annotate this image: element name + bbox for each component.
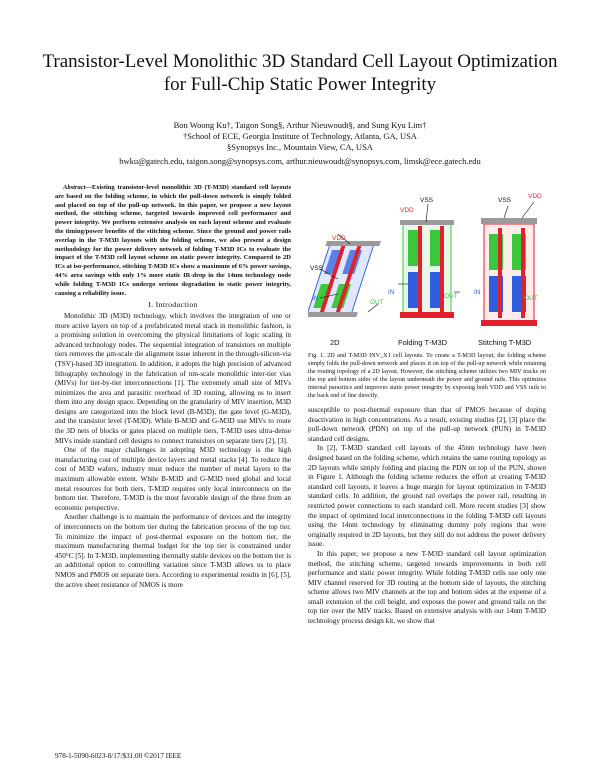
- pin-label: IN: [388, 289, 395, 296]
- figure-label-stitching: Stitching T-M3D: [478, 338, 532, 347]
- pin-label: VSS: [310, 265, 324, 272]
- abstract: [55, 184, 291, 298]
- pin-label: IN: [474, 289, 481, 296]
- copyright-footer: 978-1-5090-6023-8/17/$31.00 ©2017 IEEE: [55, 752, 182, 760]
- pin-label: IN: [312, 295, 319, 302]
- intro-paragraph-6: In this paper, we propose a new T-M3D standard cell layout optimization method, the stitching scheme, targeted towards improvements in both cell performance and static power integrity. While folding T-M3D cells use only one MIV channel reserved for 3D routing at the bottom side of layouts, the stitching scheme allows two MIV channels at the top and bottom sides at the expense of a small extension of the cell height, and exposes the power and ground rails on the top tier over the MIV tracks. Based on extensive analysis with our 14nm T-M3D technology process design kit, we show that: [308, 549, 546, 626]
- authors: Bon Woong Ku†, Taigon Song§, Arthur Nieuwoudt§, and Sung Kyu Lim†: [173, 120, 427, 130]
- left-column: [55, 184, 291, 590]
- pin-label: OUT: [444, 293, 458, 300]
- author-emails: bwku@gatech.edu, taigon.song@synopsys.com, arthur.nieuwoudt@synopsys.com, limsk@ece.gatech.edu: [119, 156, 481, 166]
- intro-paragraph-1: Monolithic 3D (M3D) technology, which involves the integration of one or more active layers on top of a prefabricated metal stack in monolithic fashion, is a promising solution in overcoming the physical limitations of logic scaling in advanced technology nodes. The sequential integration of transistors on multiple tiers removes the µm-scale die alignment issue inherent in the through-silicon-via (TSV)-based 3D integration. In addition, it adopts the high precision of advanced lithography technology in the fabrication of nm-scale monolithic inter-tier vias (MIVs) for tier-by-tier interconnections [1]. The extremely small size of MIVs minimizes the area and parasitic overhead of 3D routing, allowing us to insert them into any design space. Depending on the granularity of MIV insertion, M3D designs are categorized into the block level (B-M3D), the gate level (G-M3D), and the transistor level (T-M3D). While B-M3D and G-M3D use MIVs to route the 3D nets of blocks or gates placed on multiple tiers, T-M3D uses ultra-dense MIVs inside standard cell designs to connect transistors on separate tiers [2], [3].: [55, 311, 291, 445]
- layout-folding: [398, 204, 460, 318]
- pin-label: OUT: [370, 299, 384, 306]
- pin-label: VSS: [420, 197, 434, 204]
- pin-label: VDD: [332, 235, 346, 242]
- intro-paragraph-2: One of the major challenges in adopting M3D technology is the high manufacturing cost of multiple device layers and metal stacks [4]. To reduce the cost of M3D wafers, industry must reduce the number of metal layers to the maximum allowable extent. While B-M3D and G-M3D need global and local metal resources for both tiers, T-M3D requires only local interconnects on the bottom tier. Therefore, T-M3D is the most favorable design of the three from an economic perspective.: [55, 446, 291, 512]
- figure-1-caption: Fig. 1. 2D and T-M3D INV_X1 cell layouts. To create a T-M3D layout, the folding scheme simply folds the pull-down network and places it on top of the pull-up network while retaining the routing topology of a 2D layout. However, the stitching scheme utilizes two MIV tracks on the top and bottom sides of the layout underneath the power and ground rails. This optimizes internal parasitics and improves static power integrity by exposing both VDD and VSS rails to the back end of line directly.: [308, 352, 546, 400]
- section-heading-introduction: I. Introduction: [148, 300, 198, 310]
- pin-label: VSS: [498, 197, 512, 204]
- pin-label: VDD: [400, 207, 414, 214]
- layout-stitching: [481, 202, 537, 326]
- pin-label: OUT: [524, 295, 538, 302]
- figure-1: [308, 184, 546, 374]
- figure-label-folding: Folding T-M3D: [398, 338, 448, 347]
- paper-title: Transistor-Level Monolithic 3D Standard Cell Layout Optimization for Full-Chip Static Power Integrity: [42, 51, 558, 95]
- pin-label: VDD: [528, 193, 542, 200]
- intro-paragraph-5: In [2], T-M3D standard cell layouts of the 45nm technology have been designed based on the folding scheme, which retains the same routing topology as 2D layouts while simply folding and placing the PDN on top of the PUN, shown in Figure 1. Although the folding scheme reduces the effort at creating T-M3D standard cell layouts, it leaves a huge margin for layout optimization in T-M3D standard cells. In addition, the ground rail overlaps the power rail, resulting in restricted power connections to each standard cell. More recent studies [3] show the impact of optimized local interconnections in the folding T-M3D cell layouts using the 14nm technology by eliminating dummy poly regions that were originally required in 2D layouts, but they still do not address the power delivery issue.: [308, 444, 546, 549]
- intro-paragraph-3: Another challenge is to maintain the performance of devices and the integrity of interconnects on the bottom tier during the fabrication process of the top tier. To minimize the impact of post-thermal exposure on the bottom tier, the maximum manufacturing thermal budget for the top tier is constrained under 450°C [5]. In T-M3D, implementing thermally stable devices on the bottom tier is an additional option to controlling variation since T-M3D allows us to place NMOS and PMOS on separate tiers. According to experimental results in [6], [5], the active sheet resistance of NMOS is more: [55, 513, 291, 589]
- figure-label-2d: 2D: [330, 338, 340, 347]
- abstract-text: Existing transistor-level monolithic 3D (T-M3D) standard cell layouts are based on the folding scheme, in which the pull-down network is simply folded and placed on top of the pull-up network. In this paper, we propose a new layout method, the stitching scheme, targeted towards improved cell performance and power integrity. We perform extensive analysis on each layout scheme and evaluate the timing/power benefits of the stitching scheme. Since the ground and power rails overlap in the T-M3D layouts with the folding scheme, we also present a design methodology for the power delivery network of folding T-M3D ICs to evaluate the impact of the T-M3D cell layout scheme on static power integrity. Compared to 2D ICs at iso-performance, stitching T-M3D ICs show a maximum of 6% power savings, 44% area savings with only 1% more static IR-drop in the 14nm technology node while folding T-M3D ICs undergo serious degradation in static power integrity, causing a reliability issue.: [55, 184, 291, 297]
- affiliation-synopsys: §Synopsys Inc., Mountain View, CA, USA: [227, 142, 373, 152]
- right-column: [308, 406, 546, 627]
- cell-layout-illustration: [308, 184, 546, 354]
- abstract-label: Abstract—: [63, 184, 92, 191]
- affiliation-georgia-tech: †School of ECE, Georgia Institute of Technology, Atlanta, GA, USA: [183, 131, 417, 141]
- intro-paragraph-4: susceptible to post-thermal exposure than that of PMOS because of doping deactivation in high concentrations. As a result, existing studies [2], [3] place the pull-down network (PDN) on top of the pull-up network (PUN) in T-M3D standard cell designs.: [308, 406, 546, 443]
